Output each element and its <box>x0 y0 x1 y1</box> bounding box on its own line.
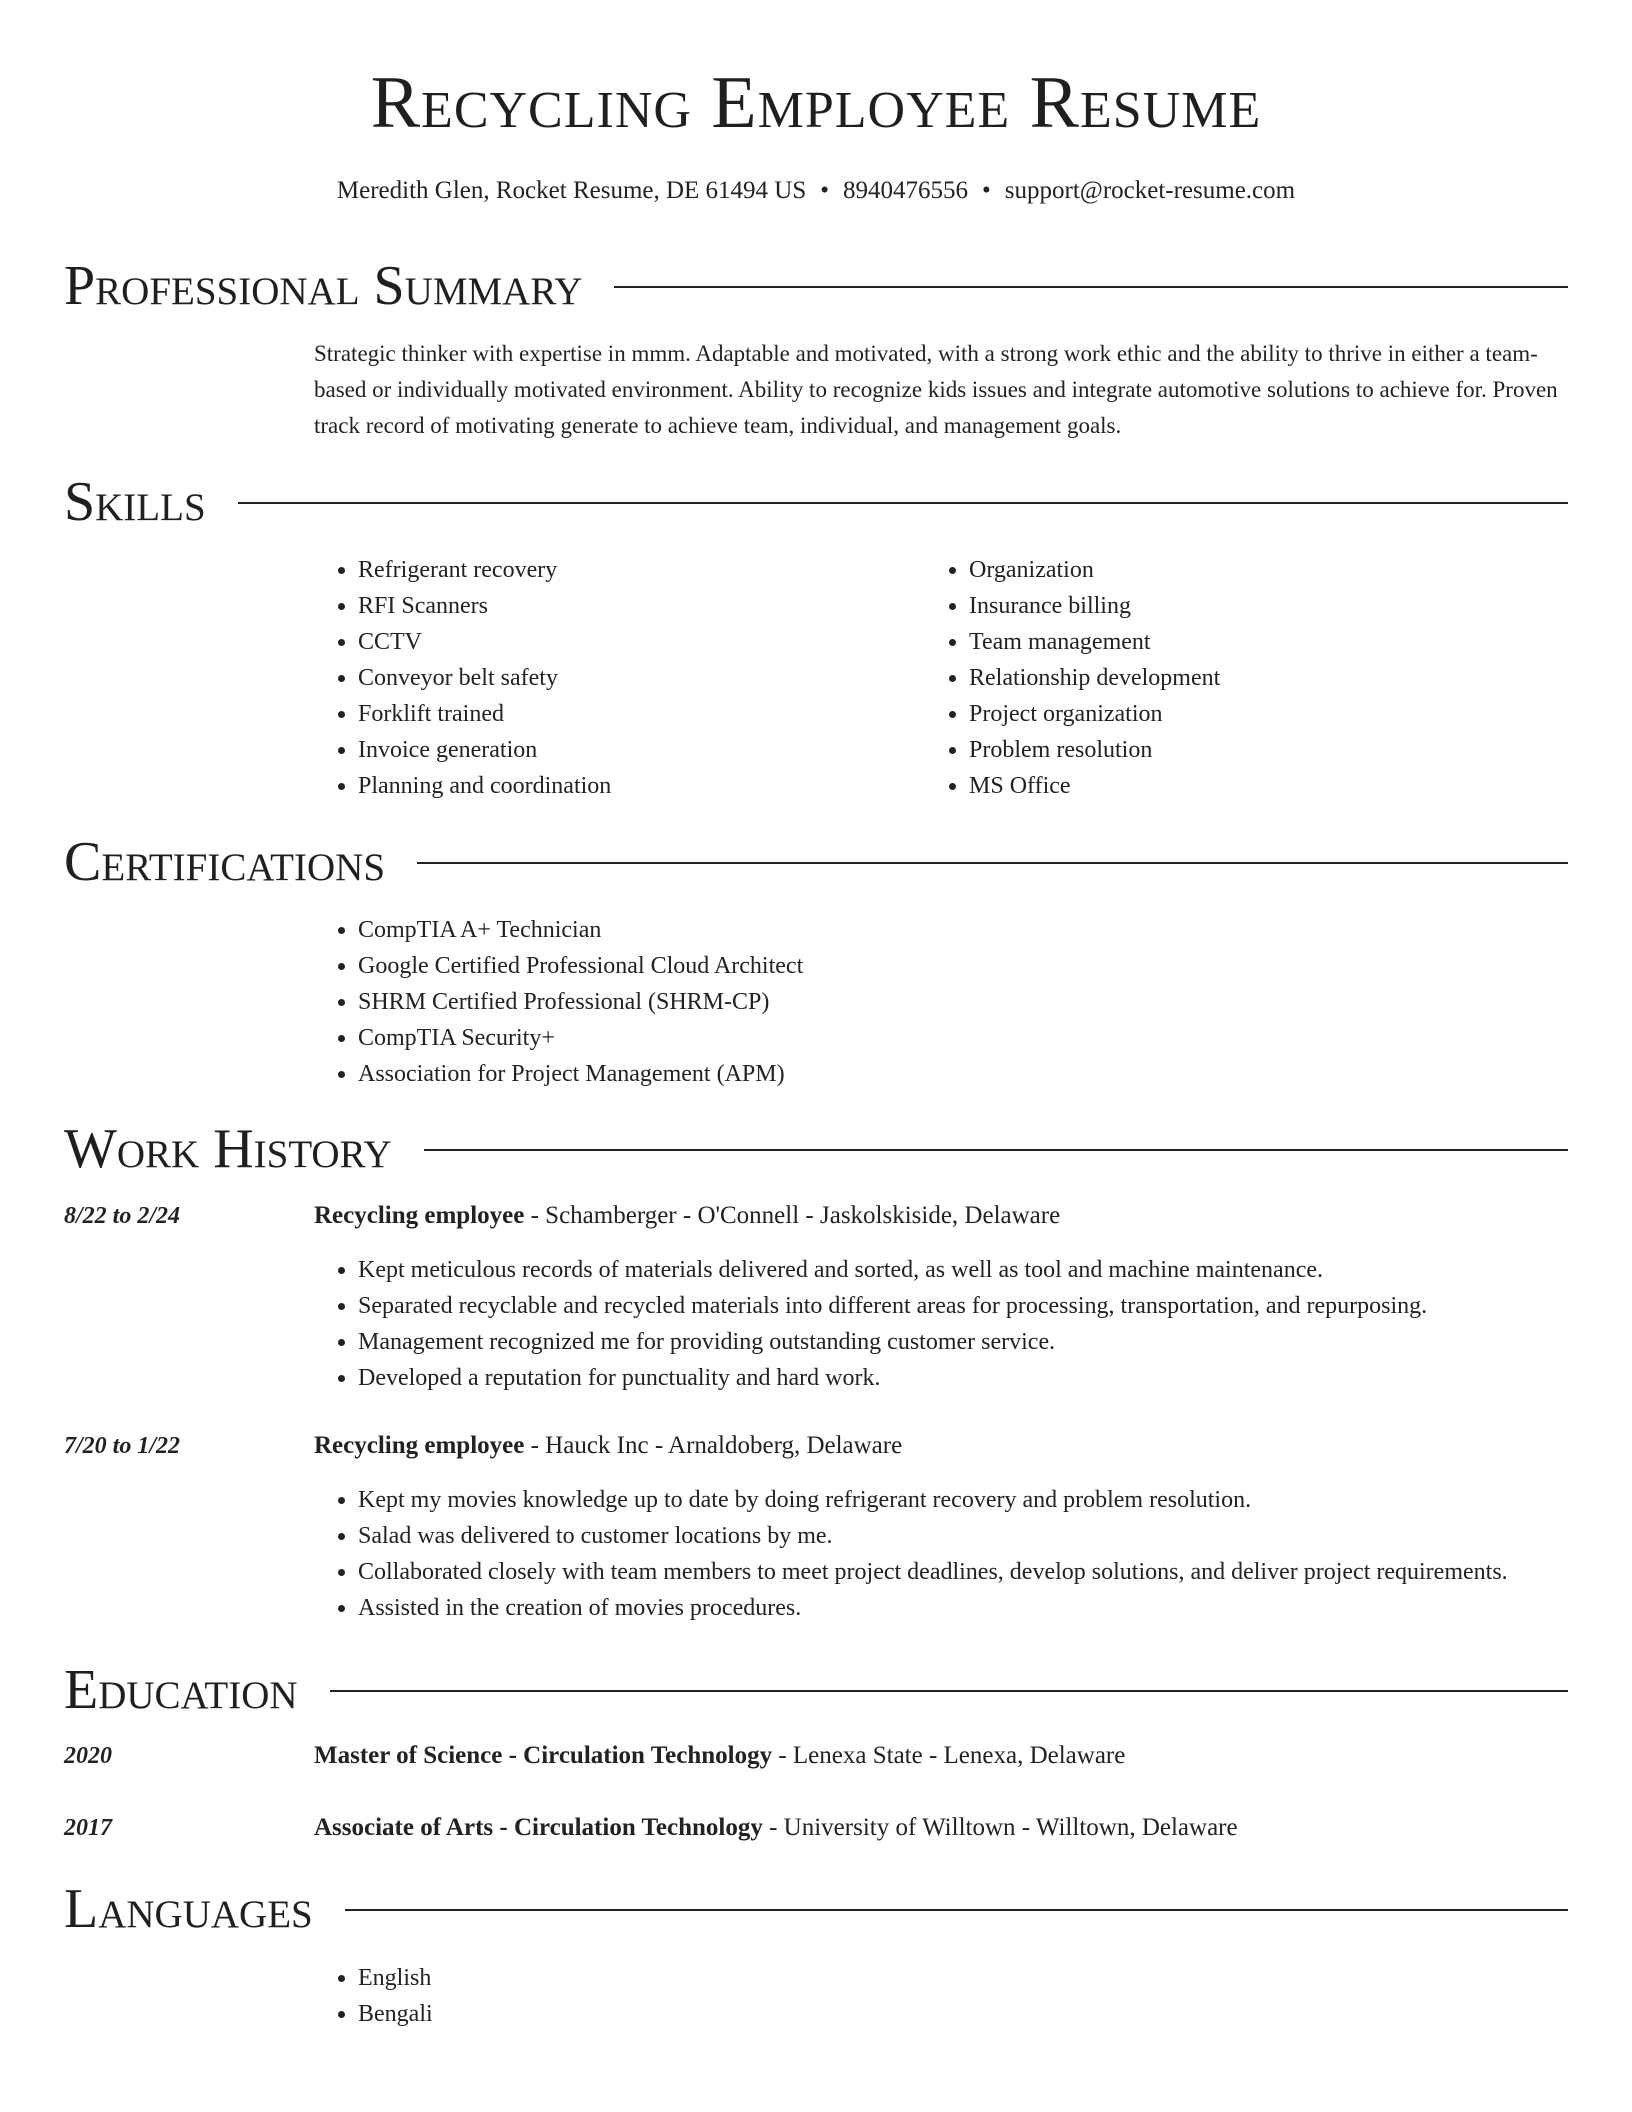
skill-item: • RFI Scanners <box>358 588 918 624</box>
summary-text: Strategic thinker with expertise in mmm. Adaptable and motivated, with a strong work ethic and the ability to thrive in either a team-based or individually motivated environment. Ability to recognize kids issues and integrate automotive solutions to achieve for. Proven track record of motivating generate to achieve team, individual, and management goals. <box>314 341 1558 438</box>
language-item: • Bengali <box>358 1996 958 2032</box>
certification-item: • Google Certified Professional Cloud Architect <box>358 948 1558 984</box>
job-employer: - Schamberger - O'Connell - Jaskolskiside, Delaware <box>524 1202 1061 1229</box>
skill-item: • Insurance billing <box>969 588 1529 624</box>
education-degree: Associate of Arts - Circulation Technology <box>314 1814 763 1841</box>
section-divider <box>417 862 1568 864</box>
section-title: Languages <box>64 1878 313 1940</box>
education-entry <box>314 1738 1125 1774</box>
contact-separator: • <box>820 177 830 204</box>
skill-item: • Forklift trained <box>358 696 918 732</box>
section-divider <box>345 1909 1568 1911</box>
section-divider <box>330 1690 1568 1692</box>
skill-item: • Project organization <box>969 696 1529 732</box>
skill-item: • Problem resolution <box>969 732 1529 768</box>
skill-item: • Organization <box>969 552 1529 588</box>
job-heading <box>314 1198 1060 1234</box>
job-bullet: • Management recognized me for providing outstanding customer service. <box>358 1324 1618 1360</box>
job-title: Recycling employee <box>314 1432 525 1459</box>
skill-item: • Refrigerant recovery <box>358 552 918 588</box>
contact-phone: 8940476556 <box>843 177 969 204</box>
certification-item: • CompTIA A+ Technician <box>358 912 1558 948</box>
job-bullets <box>314 1252 1618 1396</box>
skill-item: • Relationship development <box>969 660 1529 696</box>
job-employer: - Hauck Inc - Arnaldoberg, Delaware <box>524 1432 903 1459</box>
section-divider <box>238 502 1568 504</box>
section-summary-heading <box>64 256 1568 316</box>
certification-item: • Association for Project Management (APM) <box>358 1056 1558 1092</box>
certification-item: • CompTIA Security+ <box>358 1020 1558 1056</box>
section-divider <box>614 286 1568 288</box>
job-dates: 8/22 to 2/24 <box>64 1203 181 1229</box>
skills-list-right <box>925 552 1529 804</box>
job-bullet: • Separated recyclable and recycled materials into different areas for processing, transportation, and repurposing. <box>358 1288 1618 1324</box>
job-bullets <box>314 1482 1618 1626</box>
skill-item: • Invoice generation <box>358 732 918 768</box>
section-work-heading <box>64 1119 1568 1179</box>
job-bullet: • Assisted in the creation of movies procedures. <box>358 1590 1618 1626</box>
language-item: • English <box>358 1960 958 1996</box>
skills-list-left <box>314 552 918 804</box>
section-title: Work History <box>64 1118 392 1180</box>
section-title: Certifications <box>64 831 386 893</box>
section-certifications-heading <box>64 832 1568 892</box>
education-year: 2017 <box>64 1815 112 1841</box>
education-year: 2020 <box>64 1743 112 1769</box>
job-dates: 7/20 to 1/22 <box>64 1433 181 1459</box>
section-languages-heading <box>64 1879 1568 1939</box>
section-title: Professional Summary <box>64 255 583 317</box>
education-entry <box>314 1810 1238 1846</box>
section-education-heading <box>64 1660 1568 1720</box>
contact-address: Meredith Glen, Rocket Resume, DE 61494 US <box>336 177 807 204</box>
job-bullet: • Collaborated closely with team members to meet project deadlines, develop solutions, and deliver project requirements. <box>358 1554 1618 1590</box>
resume-title: Recycling Employee Resume <box>370 62 1262 144</box>
section-title: Education <box>64 1659 298 1721</box>
skill-item: • Conveyor belt safety <box>358 660 918 696</box>
skill-item: • MS Office <box>969 768 1529 804</box>
certifications-list <box>314 912 1558 1092</box>
languages-list <box>314 1960 958 2032</box>
education-school: - Lenexa State - Lenexa, Delaware <box>772 1742 1126 1769</box>
section-title: Skills <box>64 471 206 533</box>
contact-email: support@rocket-resume.com <box>1004 177 1296 204</box>
education-degree: Master of Science - Circulation Technology <box>314 1742 773 1769</box>
job-bullet: • Kept my movies knowledge up to date by doing refrigerant recovery and problem resolution. <box>358 1482 1618 1518</box>
section-divider <box>424 1149 1568 1151</box>
education-school: - University of Willtown - Willtown, Delaware <box>762 1814 1238 1841</box>
certification-item: • SHRM Certified Professional (SHRM-CP) <box>358 984 1558 1020</box>
job-bullet: • Salad was delivered to customer locations by me. <box>358 1518 1618 1554</box>
skill-item: • CCTV <box>358 624 918 660</box>
job-title: Recycling employee <box>314 1202 525 1229</box>
skill-item: • Planning and coordination <box>358 768 918 804</box>
contact-line <box>0 174 1632 208</box>
job-bullet: • Kept meticulous records of materials delivered and sorted, as well as tool and machine maintenance. <box>358 1252 1618 1288</box>
skill-item: • Team management <box>969 624 1529 660</box>
job-heading <box>314 1428 902 1464</box>
section-skills-heading <box>64 472 1568 532</box>
contact-separator: • <box>982 177 991 204</box>
job-bullet: • Developed a reputation for punctuality and hard work. <box>358 1360 1618 1396</box>
